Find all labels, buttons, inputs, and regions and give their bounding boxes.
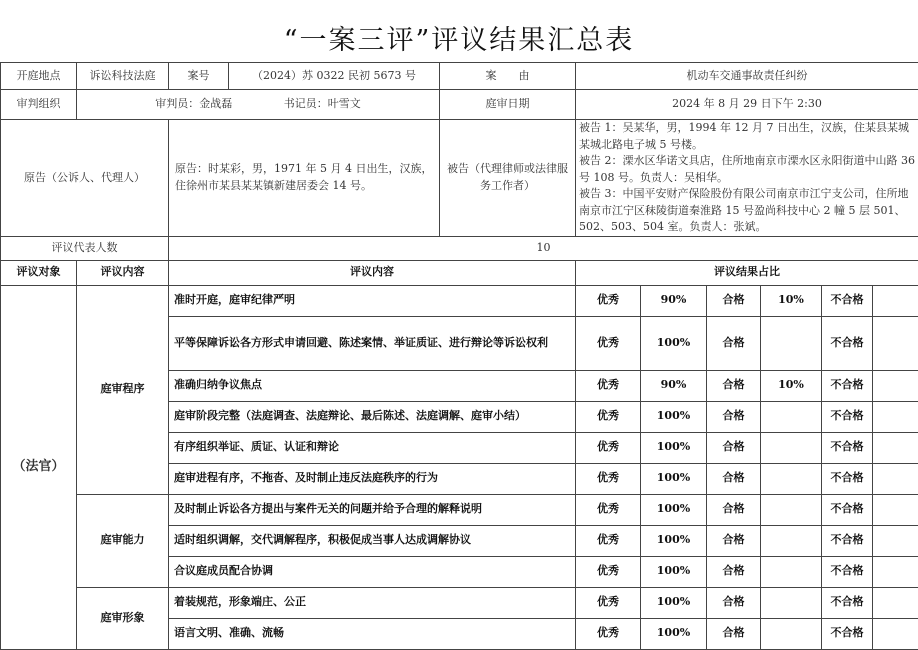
excellent-label: 优秀 xyxy=(576,525,641,556)
criterion-text: 平等保障诉讼各方形式申请回避、陈述案情、举证质证、进行辩论等诉讼权利 xyxy=(169,316,576,370)
fail-pct xyxy=(873,618,918,649)
fail-label: 不合格 xyxy=(822,556,873,587)
fail-label: 不合格 xyxy=(822,494,873,525)
excellent-pct: 100% xyxy=(641,463,707,494)
group-name: 庭审能力 xyxy=(77,494,169,587)
pass-pct xyxy=(761,556,822,587)
pass-label: 合格 xyxy=(707,556,761,587)
fail-pct xyxy=(873,556,918,587)
pass-pct: 10% xyxy=(761,370,822,401)
excellent-pct: 90% xyxy=(641,370,707,401)
group-name: 庭审形象 xyxy=(77,587,169,649)
header-result: 评议结果占比 xyxy=(576,260,918,285)
fail-label: 不合格 xyxy=(822,401,873,432)
criterion-text: 语言文明、准确、流畅 xyxy=(169,618,576,649)
excellent-pct: 100% xyxy=(641,525,707,556)
panel-members xyxy=(77,90,440,120)
pass-label: 合格 xyxy=(707,463,761,494)
criterion-text: 庭审进程有序，不拖沓、及时制止违反法庭秩序的行为 xyxy=(169,463,576,494)
reps-value: 10 xyxy=(169,236,918,260)
pass-label: 合格 xyxy=(707,618,761,649)
info-row-1 xyxy=(1,63,918,90)
fail-label: 不合格 xyxy=(822,370,873,401)
fail-pct xyxy=(873,463,918,494)
pass-pct xyxy=(761,463,822,494)
defendant-list xyxy=(576,120,918,237)
pass-pct xyxy=(761,316,822,370)
date-value: 2024 年 8 月 29 日下午 2:30 xyxy=(576,90,918,120)
excellent-pct: 100% xyxy=(641,316,707,370)
fail-label: 不合格 xyxy=(822,432,873,463)
table-row xyxy=(1,587,918,618)
pass-label: 合格 xyxy=(707,370,761,401)
excellent-pct: 100% xyxy=(641,618,707,649)
party-row xyxy=(1,120,918,237)
reps-label: 评议代表人数 xyxy=(1,236,169,260)
fail-label: 不合格 xyxy=(822,316,873,370)
location-label: 开庭地点 xyxy=(1,63,77,90)
pass-label: 合格 xyxy=(707,285,761,316)
fail-pct xyxy=(873,370,918,401)
defendant-2: 被告 2：溧水区华诺文具店，住所地南京市溧水区永阳街道中山路 36 号 108 号。负责人：吴相华。 xyxy=(579,153,915,186)
excellent-pct: 90% xyxy=(641,285,707,316)
fail-pct xyxy=(873,316,918,370)
object-value: （法官） xyxy=(1,285,77,649)
defendant-label: 被告（代理律师或法律服务工作者） xyxy=(440,120,576,237)
plaintiff-value: 原告：时某彩，男，1971 年 5 月 4 日出生，汉族，住徐州市某县某某镇新建居委会 14 号。 xyxy=(169,120,440,237)
fail-pct xyxy=(873,285,918,316)
header-content: 评议内容 xyxy=(77,260,169,285)
fail-label: 不合格 xyxy=(822,587,873,618)
criterion-text: 适时组织调解，交代调解程序，积极促成当事人达成调解协议 xyxy=(169,525,576,556)
excellent-label: 优秀 xyxy=(576,463,641,494)
criterion-text: 着装规范，形象端庄、公正 xyxy=(169,587,576,618)
date-label: 庭审日期 xyxy=(440,90,576,120)
criterion-text: 庭审阶段完整（法庭调查、法庭辩论、最后陈述、法庭调解、庭审小结） xyxy=(169,401,576,432)
excellent-pct: 100% xyxy=(641,494,707,525)
plaintiff-label: 原告（公诉人、代理人） xyxy=(1,120,169,237)
pass-pct xyxy=(761,401,822,432)
excellent-pct: 100% xyxy=(641,401,707,432)
defendant-1: 被告 1：吴某华，男，1994 年 12 月 7 日出生，汉族，住某县某城某城北路电子城 5 号楼。 xyxy=(579,120,915,153)
pass-label: 合格 xyxy=(707,587,761,618)
criterion-text: 准确归纳争议焦点 xyxy=(169,370,576,401)
excellent-label: 优秀 xyxy=(576,316,641,370)
defendant-3: 被告 3：中国平安财产保险股份有限公司南京市江宁支公司，住所地南京市江宁区秣陵街道秦淮路 15 号盈尚科技中心 2 幢 5 层 501、502、503、504 室。负责人：张斌。 xyxy=(579,186,915,236)
pass-pct xyxy=(761,432,822,463)
table-row xyxy=(1,285,918,316)
summary-table xyxy=(0,62,918,650)
excellent-label: 优秀 xyxy=(576,285,641,316)
fail-pct xyxy=(873,525,918,556)
criterion-text: 及时制止诉讼各方提出与案件无关的问题并给予合理的解释说明 xyxy=(169,494,576,525)
reps-row xyxy=(1,236,918,260)
fail-label: 不合格 xyxy=(822,463,873,494)
excellent-label: 优秀 xyxy=(576,587,641,618)
excellent-label: 优秀 xyxy=(576,401,641,432)
excellent-label: 优秀 xyxy=(576,618,641,649)
excellent-label: 优秀 xyxy=(576,370,641,401)
pass-pct xyxy=(761,494,822,525)
pass-label: 合格 xyxy=(707,525,761,556)
case-no-label: 案号 xyxy=(169,63,229,90)
judge-name: 审判员：金战磊 xyxy=(131,96,256,113)
location-value: 诉讼科技法庭 xyxy=(77,63,169,90)
header-object: 评议对象 xyxy=(1,260,77,285)
criterion-text: 有序组织举证、质证、认证和辩论 xyxy=(169,432,576,463)
pass-pct: 10% xyxy=(761,285,822,316)
clerk-name: 书记员：叶雪文 xyxy=(260,96,385,113)
criterion-text: 合议庭成员配合协调 xyxy=(169,556,576,587)
pass-pct xyxy=(761,618,822,649)
excellent-label: 优秀 xyxy=(576,494,641,525)
excellent-pct: 100% xyxy=(641,587,707,618)
pass-label: 合格 xyxy=(707,401,761,432)
fail-label: 不合格 xyxy=(822,618,873,649)
excellent-pct: 100% xyxy=(641,556,707,587)
header-content-detail: 评议内容 xyxy=(169,260,576,285)
info-row-2 xyxy=(1,90,918,120)
pass-label: 合格 xyxy=(707,494,761,525)
pass-label: 合格 xyxy=(707,316,761,370)
criterion-text: 准时开庭，庭审纪律严明 xyxy=(169,285,576,316)
fail-pct xyxy=(873,401,918,432)
pass-pct xyxy=(761,525,822,556)
fail-pct xyxy=(873,432,918,463)
group-name: 庭审程序 xyxy=(77,285,169,494)
cause-label: 案 由 xyxy=(440,63,576,90)
excellent-pct: 100% xyxy=(641,432,707,463)
excellent-label: 优秀 xyxy=(576,432,641,463)
pass-label: 合格 xyxy=(707,432,761,463)
case-no-value: （2024）苏 0322 民初 5673 号 xyxy=(229,63,440,90)
excellent-label: 优秀 xyxy=(576,556,641,587)
page-title: “一案三评”评议结果汇总表 xyxy=(0,18,918,57)
header-row xyxy=(1,260,918,285)
table-row xyxy=(1,494,918,525)
fail-label: 不合格 xyxy=(822,285,873,316)
panel-label: 审判组织 xyxy=(1,90,77,120)
pass-pct xyxy=(761,587,822,618)
cause-value: 机动车交通事故责任纠纷 xyxy=(576,63,918,90)
fail-pct xyxy=(873,587,918,618)
fail-pct xyxy=(873,494,918,525)
fail-label: 不合格 xyxy=(822,525,873,556)
